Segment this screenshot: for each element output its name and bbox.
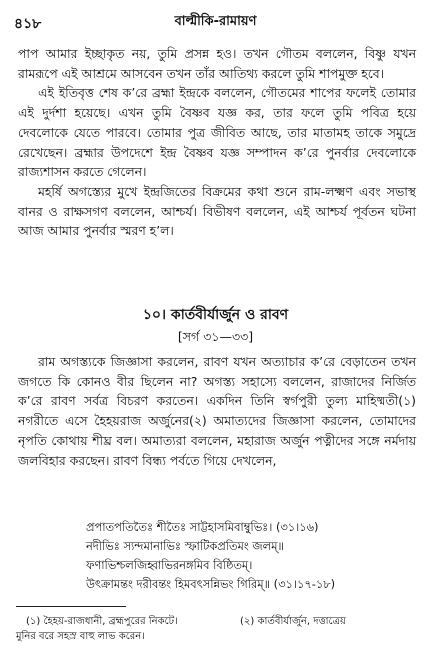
verse-line: নদীভিঃ স্যন্দমানাভিঃ স্ফাটিকপ্রতিমং জলম্॥ <box>86 539 284 553</box>
paragraph: রাম অগস্ত্যকে জিজ্ঞাসা করলেন, রাবণ যখন অত্যাচার ক’রে বেড়াতেন তখন জগতে কি কোনও বীর ছিলেন না? অগস্ত্য সহাস্যে বললেন, রাজাদের নির্জিত ক’রে রাবণ সর্বত্র বিচরণ করতেন। একদিন তিনি স্বর্গপুরী তুল্য মাহিষ্মতী(১) নগরীতে এসে হৈহয়রাজ অর্জুনের(২) অমাত্যদের জিজ্ঞাসা করলেন, তোমাদের নৃপতি কোথায় শীঘ্র বল। অমাত্যরা বললেন, মহারাজ অর্জুন পত্নীদের সঙ্গে নর্মদায় জলবিহার করছেন। রাবণ বিন্ধ্য পর্বতে গিয়ে দেখলেন, <box>18 354 416 468</box>
running-head: বাল্মীকি-রামায়ণ <box>174 14 257 29</box>
sanskrit-verse <box>86 518 426 594</box>
verse-line: ফণাভিশ্চলজিহ্বাভিরনঙ্গমিব বিষ্ঠিতম্। <box>86 558 253 572</box>
sarga-reference: [সর্গ ৩১—৩৩] <box>177 329 254 344</box>
footnote-divider <box>16 606 126 607</box>
body-text-top <box>18 44 416 241</box>
body-text-bottom <box>18 352 416 470</box>
verse-line: প্রপাতপতিতৈঃ শীতৈঃ সাট্টহাসমিবাম্বুভিঃ। (৩১।১৬) <box>86 520 319 534</box>
footnote-2-continued: মুনির বরে সহস্র বাহু লাভ করেন। <box>16 631 145 642</box>
paragraph: পাপ আমার ইচ্ছাকৃত নয়, তুমি প্রসন্ন হও। তখন গৌতম বললেন, বিষ্ণু যখন রামরূপে এই আশ্রমে আসবেন তখন তাঁর আতিথ্য করলে তুমি শাপমুক্ত হবে। <box>18 46 416 81</box>
section-heading: ১০। কার্তবীর্যার্জুন ও রাবণ <box>142 307 289 323</box>
paragraph: মহর্ষি অগস্ত্যের মুখে ইন্দ্রজিতের বিক্রমের কথা শুনে রাম-লক্ষ্মণ এবং সভাস্থ বানর ও রাক্ষসগণ বললেন, আশ্চর্য। বিভীষণ বললেন, এই আশ্চর্য পূর্বতন ঘটনা আজ আমার পুনর্বার স্মরণ হ’ল। <box>18 183 416 239</box>
footnote-1: (১) হৈহয়-রাজধানী, ব্রহ্মপুরের নিকটে। <box>26 616 178 627</box>
page-number: ৪১৮ <box>14 16 42 32</box>
verse-line: উৎক্রামন্তং দরীবন্তং হিমবৎসন্নিভং গিরিম্॥ (৩১।১৭-১৮) <box>86 577 336 591</box>
page-header <box>0 10 431 34</box>
footnote-2: (২) কার্তবীর্যার্জুন, দত্তাত্রেয় <box>240 616 346 627</box>
paragraph: এই ইতিবৃত্ত শেষ ক’রে ব্রহ্মা ইন্দ্রকে বললেন, গৌতমের শাপের ফলেই তোমার এই দুর্দশা হয়েছে। এখন তুমি বৈষ্ণব যজ্ঞ কর, তার ফলে তুমি পবিত্র হয়ে দেবলোকে যেতে পারবে। তোমার পুত্র জীবিত আছে, তার মাতামহ তাকে সমুদ্রে রেখেছেন। ব্রহ্মার উপদেশে ইন্দ্র বৈষ্ণব যজ্ঞ সম্পাদন ক’রে পুনর্বার দেবলোকে রাজ্যশাসন করতে গেলেন। <box>18 85 416 180</box>
